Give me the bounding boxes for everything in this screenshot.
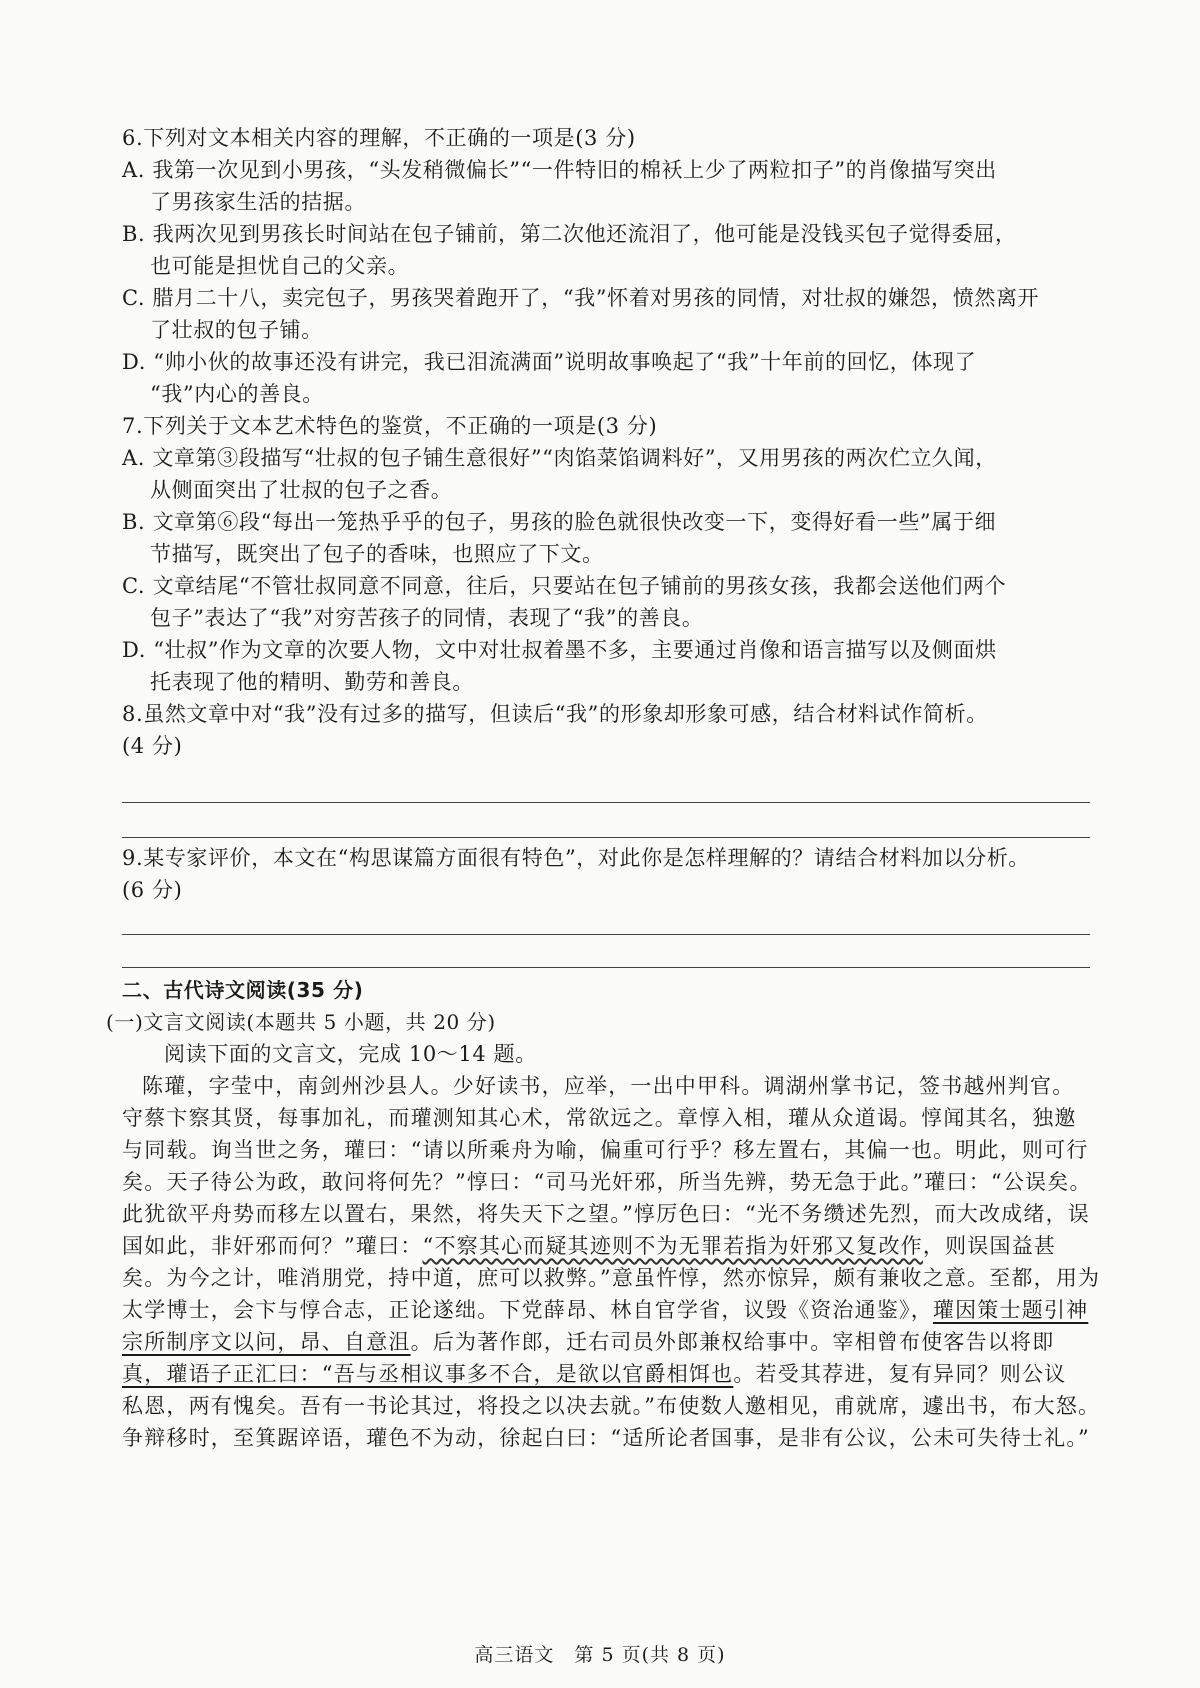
option-d: D. “帅小伙的故事还没有讲完，我已泪流满面”说明故事唤起了“我”十年前的回忆，体现了 [122,350,977,374]
passage-line: 陈瓘，字莹中，南剑州沙县人。少好读书，应举，一出中甲科。调湖州掌书记，签书越州判官。 [142,1074,1075,1098]
subsection-title: (一)文言文阅读(本题共 5 小题，共 20 分) [106,1010,496,1034]
text-span: 太学博士，会卞与惇合志，正论遂绌。下党薛昂、林自官学省，议毁《资治通鉴》， [122,1298,933,1322]
option-c: C. 文章结尾“不管壮叔同意不同意，往后，只要站在包子铺前的男孩女孩，我都会送他们两个 [122,574,1007,598]
option-a: A. 我第一次见到小男孩，“头发稍微偏长”“一件特旧的棉袄上少了两粒扣子”的肖像描写突出 [122,158,997,182]
question-stem: 8.虽然文章中对“我”没有过多的描写，但读后“我”的形象却形象可感，结合材料试作简析。 [122,702,988,726]
section-title: 二、古代诗文阅读(35 分) [122,978,364,1002]
passage-line: 与同载。询当世之务，瓘曰：“请以所乘舟为喻，偏重可行乎？移左置右，其偏一也。明此，则可行 [122,1138,1089,1162]
underlined-sentence: 真，瓘语子正汇曰：“吾与丞相议事多不合，是欲以官爵相饵也 [122,1362,734,1386]
question-points: (4 分) [122,734,183,758]
section-ancient [106,974,1101,1454]
question-stem: 6.下列对文本相关内容的理解，不正确的一项是(3 分) [122,126,636,150]
question-8 [122,698,1090,838]
passage-line: 矣。为今之计，唯消朋党，持中道，庶可以救弊。”意虽忤惇，然亦惊异，颇有兼收之意。至都，用为 [122,1266,1101,1290]
wavy-underlined-sentence: “不察其心而疑其迹则不为无罪若指为奸邪又复改作 [422,1234,923,1258]
option-b-cont: 也可能是担忧自己的父亲。 [150,254,410,278]
passage-line: 此犹欲平舟势而移左以置右，果然，将失天下之望。”惇厉色曰：“光不务缵述先烈，而大改成绪，误 [122,1202,1090,1226]
question-9 [122,842,1090,968]
question-7 [122,410,1090,698]
underlined-sentence: 宗所制序文以问，昂、自意沮 [122,1330,411,1354]
text-span: 国如此，非奸邪而何？”瓘曰： [122,1234,423,1258]
option-b: B. 文章第⑥段“每出一笼热乎乎的包子，男孩的脸色就很快改变一下，变得好看一些”属于细 [122,510,997,534]
option-b-cont: 节描写，既突出了包子的香味，也照应了下文。 [150,542,604,566]
option-c-cont: 包子”表达了“我”对穷苦孩子的同情，表现了“我”的善良。 [150,606,704,630]
option-a-cont: 了男孩家生活的拮据。 [150,190,366,214]
instruction: 阅读下面的文言文，完成 10～14 题。 [164,1042,537,1066]
passage-line: 私恩，两有愧矣。吾有一书论其过，将投之以决去就。”布使数人邀相见，甫就席，遽出书，布大怒。 [122,1394,1101,1418]
option-c-cont: 了壮叔的包子铺。 [150,318,323,342]
question-points: (6 分) [122,878,183,902]
passage-line [122,1294,1090,1326]
option-d: D. “壮叔”作为文章的次要人物，文中对壮叔着墨不多，主要通过肖像和语言描写以及侧面烘 [122,638,997,662]
question-stem: 7.下列关于文本艺术特色的鉴赏，不正确的一项是(3 分) [122,414,658,438]
passage-line: 争辩移时，至箕踞谇语，瓘色不为动，徐起白曰：“适所论者国事，是非有公议，公未可失待士礼。” [122,1426,1090,1450]
option-a: A. 文章第③段描写“壮叔的包子铺生意很好”“肉馅菜馅调料好”，又用男孩的两次伫立久闻， [122,446,997,470]
question-6 [122,122,1090,410]
text-span: 。若受其荐进，复有异同？则公议 [733,1362,1067,1386]
option-c: C. 腊月二十八，卖完包子，男孩哭着跑开了，“我”怀着对男孩的同情，对壮叔的嫌怨，愤然离开 [122,286,1040,310]
text-span: 。后为著作郎，迁右司员外郎兼权给事中。宰相曾布使客告以将即 [410,1330,1055,1354]
passage-line: 守蔡卞察其贤，每事加礼，而瓘测知其心术，常欲远之。章惇入相，瓘从众道谒。惇闻其名，独邀 [122,1106,1077,1130]
option-d-cont: “我”内心的善良。 [150,382,324,406]
answer-line[interactable] [122,967,1090,968]
page-footer: 高三语文 第 5 页(共 8 页) [474,1644,726,1666]
classical-passage [122,1070,1101,1454]
answer-line[interactable] [122,837,1090,838]
passage-line [122,1326,1090,1358]
option-d-cont: 托表现了他的精明、勤劳和善良。 [150,670,474,694]
question-stem: 9.某专家评价，本文在“构思谋篇方面很有特色”，对此你是怎样理解的？请结合材料加以分析。 [122,846,1030,870]
page-content [106,122,1101,1454]
passage-line: 矣。天子待公为政，敢问将何先？”惇曰：“司马光奸邪，所当先辨，势无急于此。”瓘曰：“公误矣。 [122,1170,1092,1194]
option-b: B. 我两次见到男孩长时间站在包子铺前，第二次他还流泪了，他可能是没钱买包子觉得委屈， [122,222,1017,246]
option-a-cont: 从侧面突出了壮叔的包子之香。 [150,478,453,502]
passage-line [122,1358,1090,1390]
underlined-sentence: 瓘因策士题引神 [932,1298,1089,1322]
text-span: ，则误国益甚 [922,1234,1057,1258]
passage-line [122,1230,1090,1262]
